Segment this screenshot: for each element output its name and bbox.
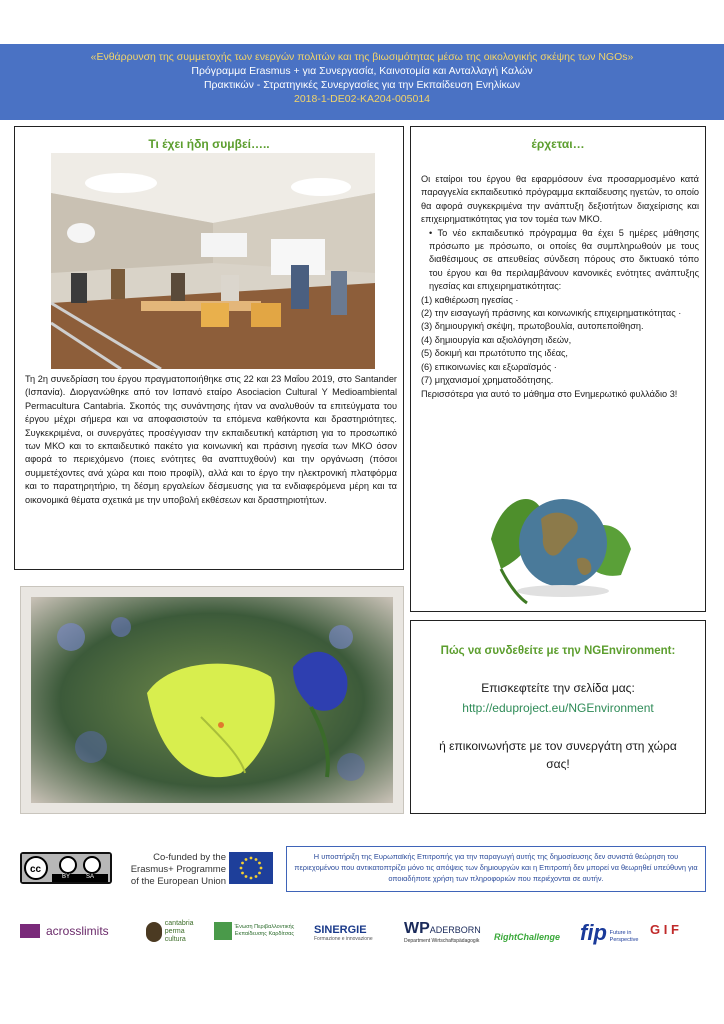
list-item: (4) δημιουργία και αξιολόγηση ιδεών, (421, 334, 572, 345)
list-item: (7) μηχανισμοί χρηματοδότησης. (421, 375, 554, 386)
project-website-link[interactable]: http://eduproject.eu/NGEnvironment (462, 701, 654, 715)
cofunded-text: Co-funded by the Erasmus+ Programme of the European Union (130, 852, 226, 887)
globe-leaves-image (481, 479, 641, 605)
coming-next-section (410, 126, 706, 612)
what-happened-section (14, 126, 404, 570)
visit-label: Επισκεφτείτε την σελίδα μας: (481, 681, 635, 695)
rightchallenge-label: RightChallenge (494, 932, 561, 942)
acrosslimits-label: acrosslimits (46, 924, 109, 938)
meeting-description: Τη 2η συνεδρίαση του έργου πραγματοποιήθηκε στις 22 και 23 Μαΐου 2019, στο Santander (Ισπανία). Διοργανώθηκε από τον Ισπανό εταίρο Asociacion Cultural Y Medioambiental Permacultura Cantabria. Σκοπός της συνάντησης ήταν να αναλυθούν τα επιτεύγματα του έργου μέχρι σήμερα και να αποφασιστούν τα επόμενα καθήκοντα και δραστηριότητες. Συγκεκριμένα, οι συνεργάτες προσέγγισαν την εκπαιδευτική κατάρτιση για το προσωπικό των ΜΚΟ και το εκπαιδευτικό πακέτο για κοινωνική και πράσινη ηγεσία των ΜΚΟ όσον αφορά το περιεχόμενο (ποιες ενότητες θα αναπτυχθούν) και την οργάνωση (πόσοι συμμετέχοντες ανά χώρα και ποιο προφίλ), αλλά και το έργο την ηλεκτρονική πλατφόρμα και το παρατηρητήριο, τη δέσμη εργαλείων δέσμευσης για τα ενδιαφερόμενα μέρη και τα οικονομικά θέματα σχετικά με την υποβολή εκθέσεων και δραστηριοτήτων. (25, 374, 397, 505)
fip-sub: Future in Perspective (609, 930, 639, 944)
wp-label: WP (404, 920, 430, 937)
paderborn-logo (404, 920, 494, 944)
paderborn-sub: Department Wirtschaftspädagogik (404, 938, 480, 944)
cc-by-label: BY (62, 874, 71, 880)
cc-sa-label: SA (86, 874, 95, 880)
contact-section (410, 620, 706, 814)
newsletter-note: Περισσότερα για αυτό το μάθημα στο Ενημερωτικό φυλλάδιο 3! (421, 388, 678, 399)
butterfly-image (31, 597, 393, 803)
paderborn-label: ADERBORN (429, 925, 481, 935)
gif-logo (650, 922, 706, 937)
header-banner (0, 44, 724, 120)
sinergia-logo (314, 924, 394, 942)
contact-title: Πώς να συνδεθείτε με την NGEnvironment: (440, 645, 676, 657)
list-item: (3) δημιουργική σκέψη, πρωτοβουλία, αυτοπεποίθηση. (421, 321, 644, 332)
butterfly-image-frame (20, 586, 404, 814)
meeting-photo (51, 153, 375, 369)
list-item: (5) δοκιμή και πρωτότυπο της ιδέας, (421, 348, 568, 359)
partner-logos (14, 918, 714, 958)
eu-flag-icon (229, 852, 273, 884)
greek-partner-logo (214, 922, 304, 940)
gif-label: G I F (650, 922, 679, 937)
project-number: 2018-1-DE02-KA204-005014 (293, 93, 430, 105)
fip-label: fip (580, 920, 607, 945)
creative-commons-badge (20, 852, 112, 884)
coming-next-title: έρχεται… (531, 137, 585, 151)
list-item: (2) την εισαγωγή πράσινης και κοινωνικής επιχειρηματικότητας · (421, 308, 682, 319)
paragraph: Οι εταίροι του έργου θα εφαρμόσουν ένα προσαρμοσμένο κατά παραγγελία εκπαιδευτικό πρόγραμμα εκπαίδευσης ηγετών, το οποίο θα αφορά συγκεκριμένα την ανάπτυξη δεξιοτήτων διαχείρισης και επιχειρηματικότητας για τον τομέα των ΜΚΟ. (421, 174, 699, 225)
greek-partner-label: Ένωση Περιβαλλοντικής Εκπαίδευσης Καρδίτσας (234, 924, 295, 937)
sinergia-sub: Formazione e innovazione (314, 936, 373, 942)
cantabria-logo (146, 920, 206, 944)
sinergia-label: SINERGIE (314, 924, 367, 936)
rightchallenge-logo (494, 932, 564, 943)
programme-line: Πρόγραμμα Erasmus + για Συνεργασία, Καινοτομία και Ανταλλαγή Καλών (191, 65, 533, 77)
list-item: (1) καθιέρωση ηγεσίας · (421, 294, 519, 305)
cantabria-label: cantabria perma cultura (164, 920, 194, 943)
what-happened-title: Τι έχει ήδη συμβεί….. (148, 137, 270, 151)
svg-text:cc: cc (30, 864, 42, 875)
list-item: (6) επικοινωνίες και εξωραϊσμός · (421, 361, 557, 372)
programme-line-2: Πρακτικών - Στρατηγικές Συνεργασίες για την Εκπαίδευση Ενηλίκων (203, 79, 521, 91)
eu-disclaimer: Η υποστήριξη της Ευρωπαϊκής Επιτροπής για την παραγωγή αυτής της δημοσίευσης δεν συνιστά θεώρηση του περιεχομένου που αντικατοπτρίζει μόνο τις απόψεις των δημιουργών και η Επιτροπή δεν μπορεί να θεωρηθεί υπεύθυνη για οποιαδήποτε χρήση των πληροφοριών που περιέχονται σε αυτήν. (286, 846, 706, 892)
fip-logo (580, 920, 640, 946)
bullet-paragraph: • Το νέο εκπαιδευτικό πρόγραμμα θα έχει 5 ημέρες μάθησης πρόσωπο με πρόσωπο, οι οποίες θα συμπληρωθούν με τους διαθέσιμους σε απευθείας σύνδεση πόρους στο δικτυακό τόπο του έργου και θα περιλαμβάνουν κανονικές ενότητες ανάπτυξης ηγεσίας και επιχειρηματικότητας: (429, 227, 699, 292)
coming-next-text (421, 173, 699, 401)
acrosslimits-logo (20, 924, 130, 938)
project-title: «Ενθάρρυνση της συμμετοχής των ενεργών πολιτών και της βιωσιμότητας μέσω της οικολογικής σκέψης των NGOs» (90, 51, 634, 63)
contact-partner-text: ή επικοινωνήστε με τον συνεργάτη στη χώρα σας! (439, 739, 677, 771)
